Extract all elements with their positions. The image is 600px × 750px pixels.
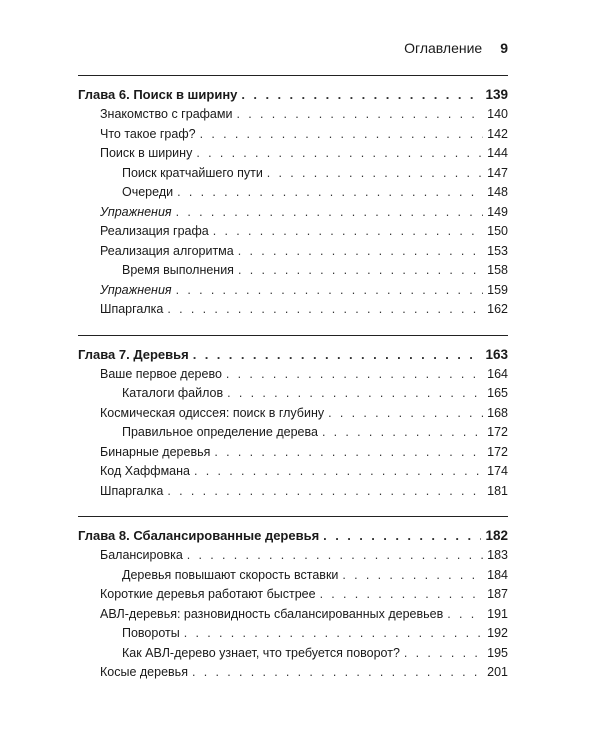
chapter-page-number: 182 <box>485 528 508 543</box>
dot-leader <box>320 587 484 601</box>
chapter-title: Глава 6. Поиск в ширину <box>78 87 238 102</box>
chapter-page-number: 139 <box>485 87 508 102</box>
toc-entry-title: Упражнения <box>100 282 172 297</box>
dot-leader <box>196 146 483 160</box>
dot-leader <box>404 646 483 660</box>
header-page-number: 9 <box>500 40 508 56</box>
toc-entry-page-number: 165 <box>487 386 508 400</box>
dot-leader <box>447 607 483 621</box>
toc-entry[interactable] <box>78 646 508 666</box>
toc-entry-title: Короткие деревья работают быстрее <box>100 587 316 601</box>
toc-entry-page-number: 150 <box>487 224 508 238</box>
toc-entry-title: Очереди <box>122 185 174 199</box>
toc-entry-page-number: 149 <box>487 204 508 219</box>
toc-entry[interactable] <box>78 445 508 465</box>
dot-leader <box>238 263 483 277</box>
dot-leader <box>214 445 483 459</box>
toc-entry-title: Правильное определение дерева <box>122 425 318 439</box>
toc-entry[interactable] <box>78 568 508 588</box>
dot-leader <box>192 665 483 679</box>
toc-entry-title: Реализация графа <box>100 224 209 238</box>
toc-entry[interactable] <box>78 185 508 205</box>
dot-leader <box>193 347 482 362</box>
toc-entry-title: Что такое граф? <box>100 126 196 141</box>
toc-entry-title: Реализация алгоритма <box>100 243 234 258</box>
toc-entry[interactable] <box>78 665 508 685</box>
dot-leader <box>167 302 483 316</box>
dot-leader <box>176 283 484 297</box>
toc-entry-title: Балансировка <box>100 548 183 562</box>
toc-entry-title: Деревья повышают скорость вставки <box>122 567 339 582</box>
toc-entry[interactable] <box>78 263 508 283</box>
toc-entry-page-number: 148 <box>487 185 508 199</box>
chapter-title-entry[interactable] <box>78 342 508 367</box>
dot-leader <box>167 484 483 498</box>
toc-entry[interactable] <box>78 166 508 186</box>
toc-entry-title: Каталоги файлов <box>122 386 224 400</box>
toc-entry-page-number: 158 <box>487 263 508 277</box>
toc-entry[interactable] <box>78 607 508 627</box>
toc-entry[interactable] <box>78 406 508 426</box>
toc-entry-page-number: 168 <box>487 405 508 420</box>
dot-leader <box>241 87 481 102</box>
toc-entry-page-number: 184 <box>487 567 508 582</box>
toc-entry[interactable] <box>78 224 508 244</box>
dot-leader <box>213 224 483 238</box>
toc-entry-title: Поиск в ширину <box>100 146 193 160</box>
running-header <box>404 40 508 56</box>
toc-entry[interactable] <box>78 587 508 607</box>
toc-entry-page-number: 191 <box>487 606 508 621</box>
toc-entry-title: Космическая одиссея: поиск в глубину <box>100 405 325 420</box>
chapter-title-entry[interactable] <box>78 82 508 107</box>
toc-entry[interactable] <box>78 548 508 568</box>
toc-entry-page-number: 153 <box>487 243 508 258</box>
dot-leader <box>238 244 483 258</box>
toc-entry[interactable] <box>78 146 508 166</box>
toc-entry[interactable] <box>78 464 508 484</box>
chapter-page-number: 163 <box>485 346 508 362</box>
toc-entry-page-number: 174 <box>487 464 508 478</box>
header-section-title: Оглавление <box>404 40 483 56</box>
toc-entry-title: Бинарные деревья <box>100 444 211 459</box>
dot-leader <box>187 548 483 562</box>
dot-leader <box>177 185 483 199</box>
toc-entry[interactable] <box>78 425 508 445</box>
toc-entry[interactable] <box>78 283 508 303</box>
chapter-title: Глава 8. Сбалансированные деревья <box>78 528 320 543</box>
toc-entry-page-number: 172 <box>487 444 508 459</box>
toc-entry-title: Косые деревья <box>100 665 188 679</box>
toc-entry-page-number: 147 <box>487 165 508 180</box>
dot-leader <box>322 425 483 439</box>
table-of-contents <box>78 75 508 685</box>
chapter-title: Глава 7. Деревья <box>78 346 189 362</box>
dot-leader <box>184 626 483 640</box>
toc-entry-page-number: 192 <box>487 626 508 640</box>
toc-entry-title: Как АВЛ-дерево узнает, что требуется поворот? <box>122 645 400 660</box>
toc-entry[interactable] <box>78 367 508 387</box>
toc-entry-page-number: 142 <box>487 126 508 141</box>
toc-entry[interactable] <box>78 302 508 322</box>
toc-entry-page-number: 195 <box>487 645 508 660</box>
toc-entry-page-number: 162 <box>487 302 508 316</box>
toc-entry-page-number: 187 <box>487 587 508 601</box>
toc-entry-title: Ваше первое дерево <box>100 366 222 381</box>
toc-entry-page-number: 159 <box>487 282 508 297</box>
toc-entry[interactable] <box>78 244 508 264</box>
toc-entry-page-number: 181 <box>487 483 508 498</box>
dot-leader <box>323 528 481 543</box>
dot-leader <box>200 127 484 141</box>
chapter-title-entry[interactable] <box>78 523 508 548</box>
toc-entry[interactable] <box>78 205 508 225</box>
toc-entry-page-number: 144 <box>487 146 508 160</box>
dot-leader <box>328 406 483 420</box>
toc-entry-title: Повороты <box>122 626 180 640</box>
chapter-section <box>78 516 508 685</box>
toc-entry-title: Упражнения <box>100 204 172 219</box>
chapter-section <box>78 335 508 504</box>
toc-entry[interactable] <box>78 127 508 147</box>
toc-entry-title: Поиск кратчайшего пути <box>122 165 263 180</box>
toc-entry[interactable] <box>78 107 508 127</box>
toc-entry-page-number: 183 <box>487 548 508 562</box>
toc-entry-title: Шпаргалка <box>100 302 164 316</box>
chapter-section <box>78 75 508 322</box>
toc-entry[interactable] <box>78 484 508 504</box>
toc-entry-page-number: 140 <box>487 107 508 121</box>
toc-entry-title: Код Хаффмана <box>100 464 190 478</box>
dot-leader <box>176 205 484 219</box>
toc-entry-page-number: 164 <box>487 366 508 381</box>
toc-entry-title: АВЛ-деревья: разновидность сбалансированных деревьев <box>100 606 444 621</box>
dot-leader <box>342 568 483 582</box>
toc-entry-page-number: 172 <box>487 425 508 439</box>
toc-entry[interactable] <box>78 386 508 406</box>
dot-leader <box>227 386 483 400</box>
dot-leader <box>194 464 483 478</box>
dot-leader <box>226 367 483 381</box>
dot-leader <box>267 166 483 180</box>
toc-entry-title: Шпаргалка <box>100 483 164 498</box>
toc-entry[interactable] <box>78 626 508 646</box>
toc-entry-page-number: 201 <box>487 665 508 679</box>
toc-entry-title: Время выполнения <box>122 263 234 277</box>
dot-leader <box>236 107 483 121</box>
toc-entry-title: Знакомство с графами <box>100 107 233 121</box>
